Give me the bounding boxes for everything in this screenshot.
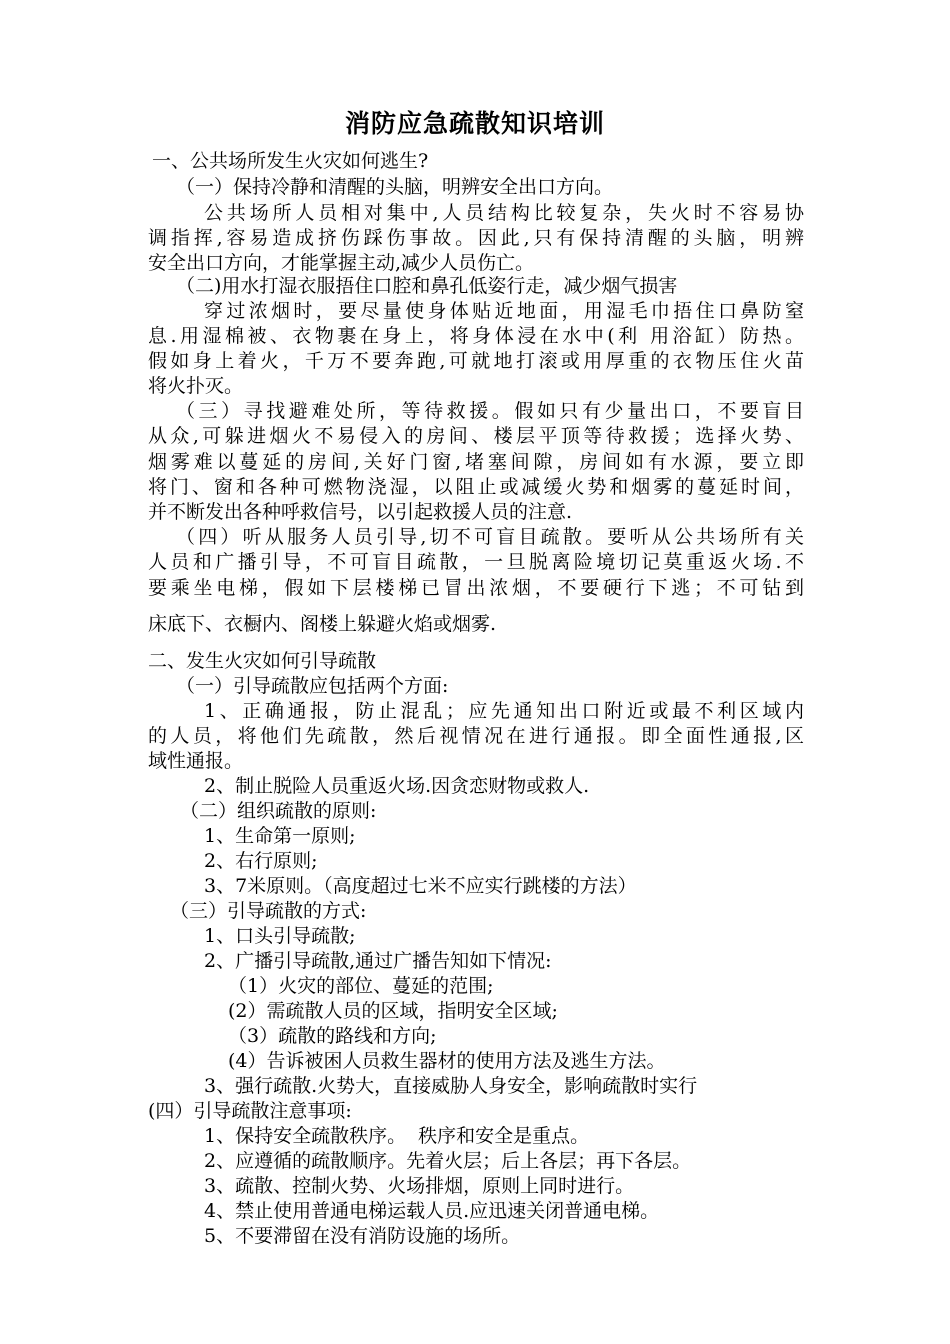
list-item: 2、应遵循的疏散顺序。先着火层；后上各层；再下各层。 [204,1150,692,1172]
paragraph-line: （四）听从服务人员引导,切不可盲目疏散。要听从公共场所有关 [176,526,804,548]
paragraph-line: 并不断发出各种呼救信号，以引起救援人员的注意. [148,501,573,523]
list-item: 1、保持安全疏散秩序。 秩序和安全是重点。 [204,1125,590,1147]
list-item: 3、强行疏散.火势大，直接威胁人身安全，影响疏散时实行 [204,1075,698,1097]
paragraph-line: 床底下、衣橱内、阁楼上躲避火焰或烟雾. [148,613,497,635]
paragraph-line: （三）寻找避难处所，等待救援。假如只有少量出口，不要盲目 [176,400,804,422]
paragraph-line: 1、正确通报，防止混乱；应先通知出口附近或最不利区域内 [204,700,804,722]
subsection-heading: （一）引导疏散应包括两个方面: [176,675,449,697]
sub-list-item: (2）需疏散人员的区域，指明安全区域; [228,1000,558,1022]
paragraph-line: 域性通报。 [148,750,244,772]
sub-list-item: （3）疏散的路线和方向; [228,1025,437,1047]
paragraph-line: 从众,可躲进烟火不易侵入的房间、楼层平顶等待救援；选择火势、 [148,425,804,447]
paragraph-line: 人员和广播引导，不可盲目疏散，一旦脱离险境切记莫重返火场.不 [148,551,804,573]
sub-list-item: (4）告诉被困人员救生器材的使用方法及逃生方法。 [228,1050,666,1072]
paragraph-line: 息.用湿棉被、衣物裹在身上，将身体浸在水中(利 用浴缸）防热。 [148,325,804,347]
list-item: 3、疏散、控制火势、火场排烟，原则上同时进行。 [204,1175,635,1197]
subsection-heading: （三）引导疏散的方式: [170,900,367,922]
list-item: 3、7米原则。（高度超过七米不应实行跳楼的方法） [204,875,637,897]
paragraph-line: 安全出口方向，才能掌握主动,减少人员伤亡。 [148,252,535,274]
subsection-heading: （一）保持冷静和清醒的头脑，明辨安全出口方向。 [176,176,614,198]
list-item: 1、口头引导疏散; [204,925,356,947]
paragraph-line: 要乘坐电梯，假如下层楼梯已冒出浓烟，不要硬行下逃；不可钻到 [148,577,804,599]
subsection-heading: （二）组织疏散的原则: [180,800,377,822]
paragraph-line: 将门、窗和各种可燃物浇湿，以阻止或减缓火势和烟雾的蔓延时间， [148,476,804,498]
list-item: 1、生命第一原则; [204,825,356,847]
paragraph-line: 烟雾难以蔓延的房间,关好门窗,堵塞间隙，房间如有水源，要立即 [148,451,804,473]
paragraph-line: 穿过浓烟时，要尽量使身体贴近地面，用湿毛巾捂住口鼻防窒 [204,300,804,322]
paragraph-line: 公共场所人员相对集中,人员结构比较复杂，失火时不容易协 [204,202,804,224]
list-item: 2、广播引导疏散,通过广播告知如下情况: [204,950,552,972]
paragraph-line: 将火扑灭。 [148,375,244,397]
paragraph-line: 的人员，将他们先疏散，然后视情况在进行通报。即全面性通报,区 [148,725,804,747]
section-heading: 二、发生火灾如何引导疏散 [148,650,377,672]
list-item: 2、右行原则; [204,850,318,872]
page-title: 消防应急疏散知识培训 [344,109,605,138]
list-item: 4、禁止使用普通电梯运载人员.应迅速关闭普通电梯。 [204,1200,660,1222]
sub-list-item: （1）火灾的部位、蔓延的范围; [228,975,494,997]
paragraph-line: 假如身上着火，千万不要奔跑,可就地打滚或用厚重的衣物压住火苗 [148,350,804,372]
paragraph-line: 调指挥,容易造成挤伤踩伤事故。因此,只有保持清醒的头脑，明辨 [148,227,804,249]
subsection-heading: (四）引导疏散注意事项: [148,1100,352,1122]
list-item: 5、不要滞留在没有消防设施的场所。 [204,1225,521,1247]
section-heading: 一、公共场所发生火灾如何逃生? [152,150,429,172]
subsection-heading: （二)用水打湿衣服捂住口腔和鼻孔低姿行走，减少烟气损害 [176,275,678,297]
paragraph-line: 2、制止脱险人员重返火场.因贪恋财物或救人. [204,775,590,797]
